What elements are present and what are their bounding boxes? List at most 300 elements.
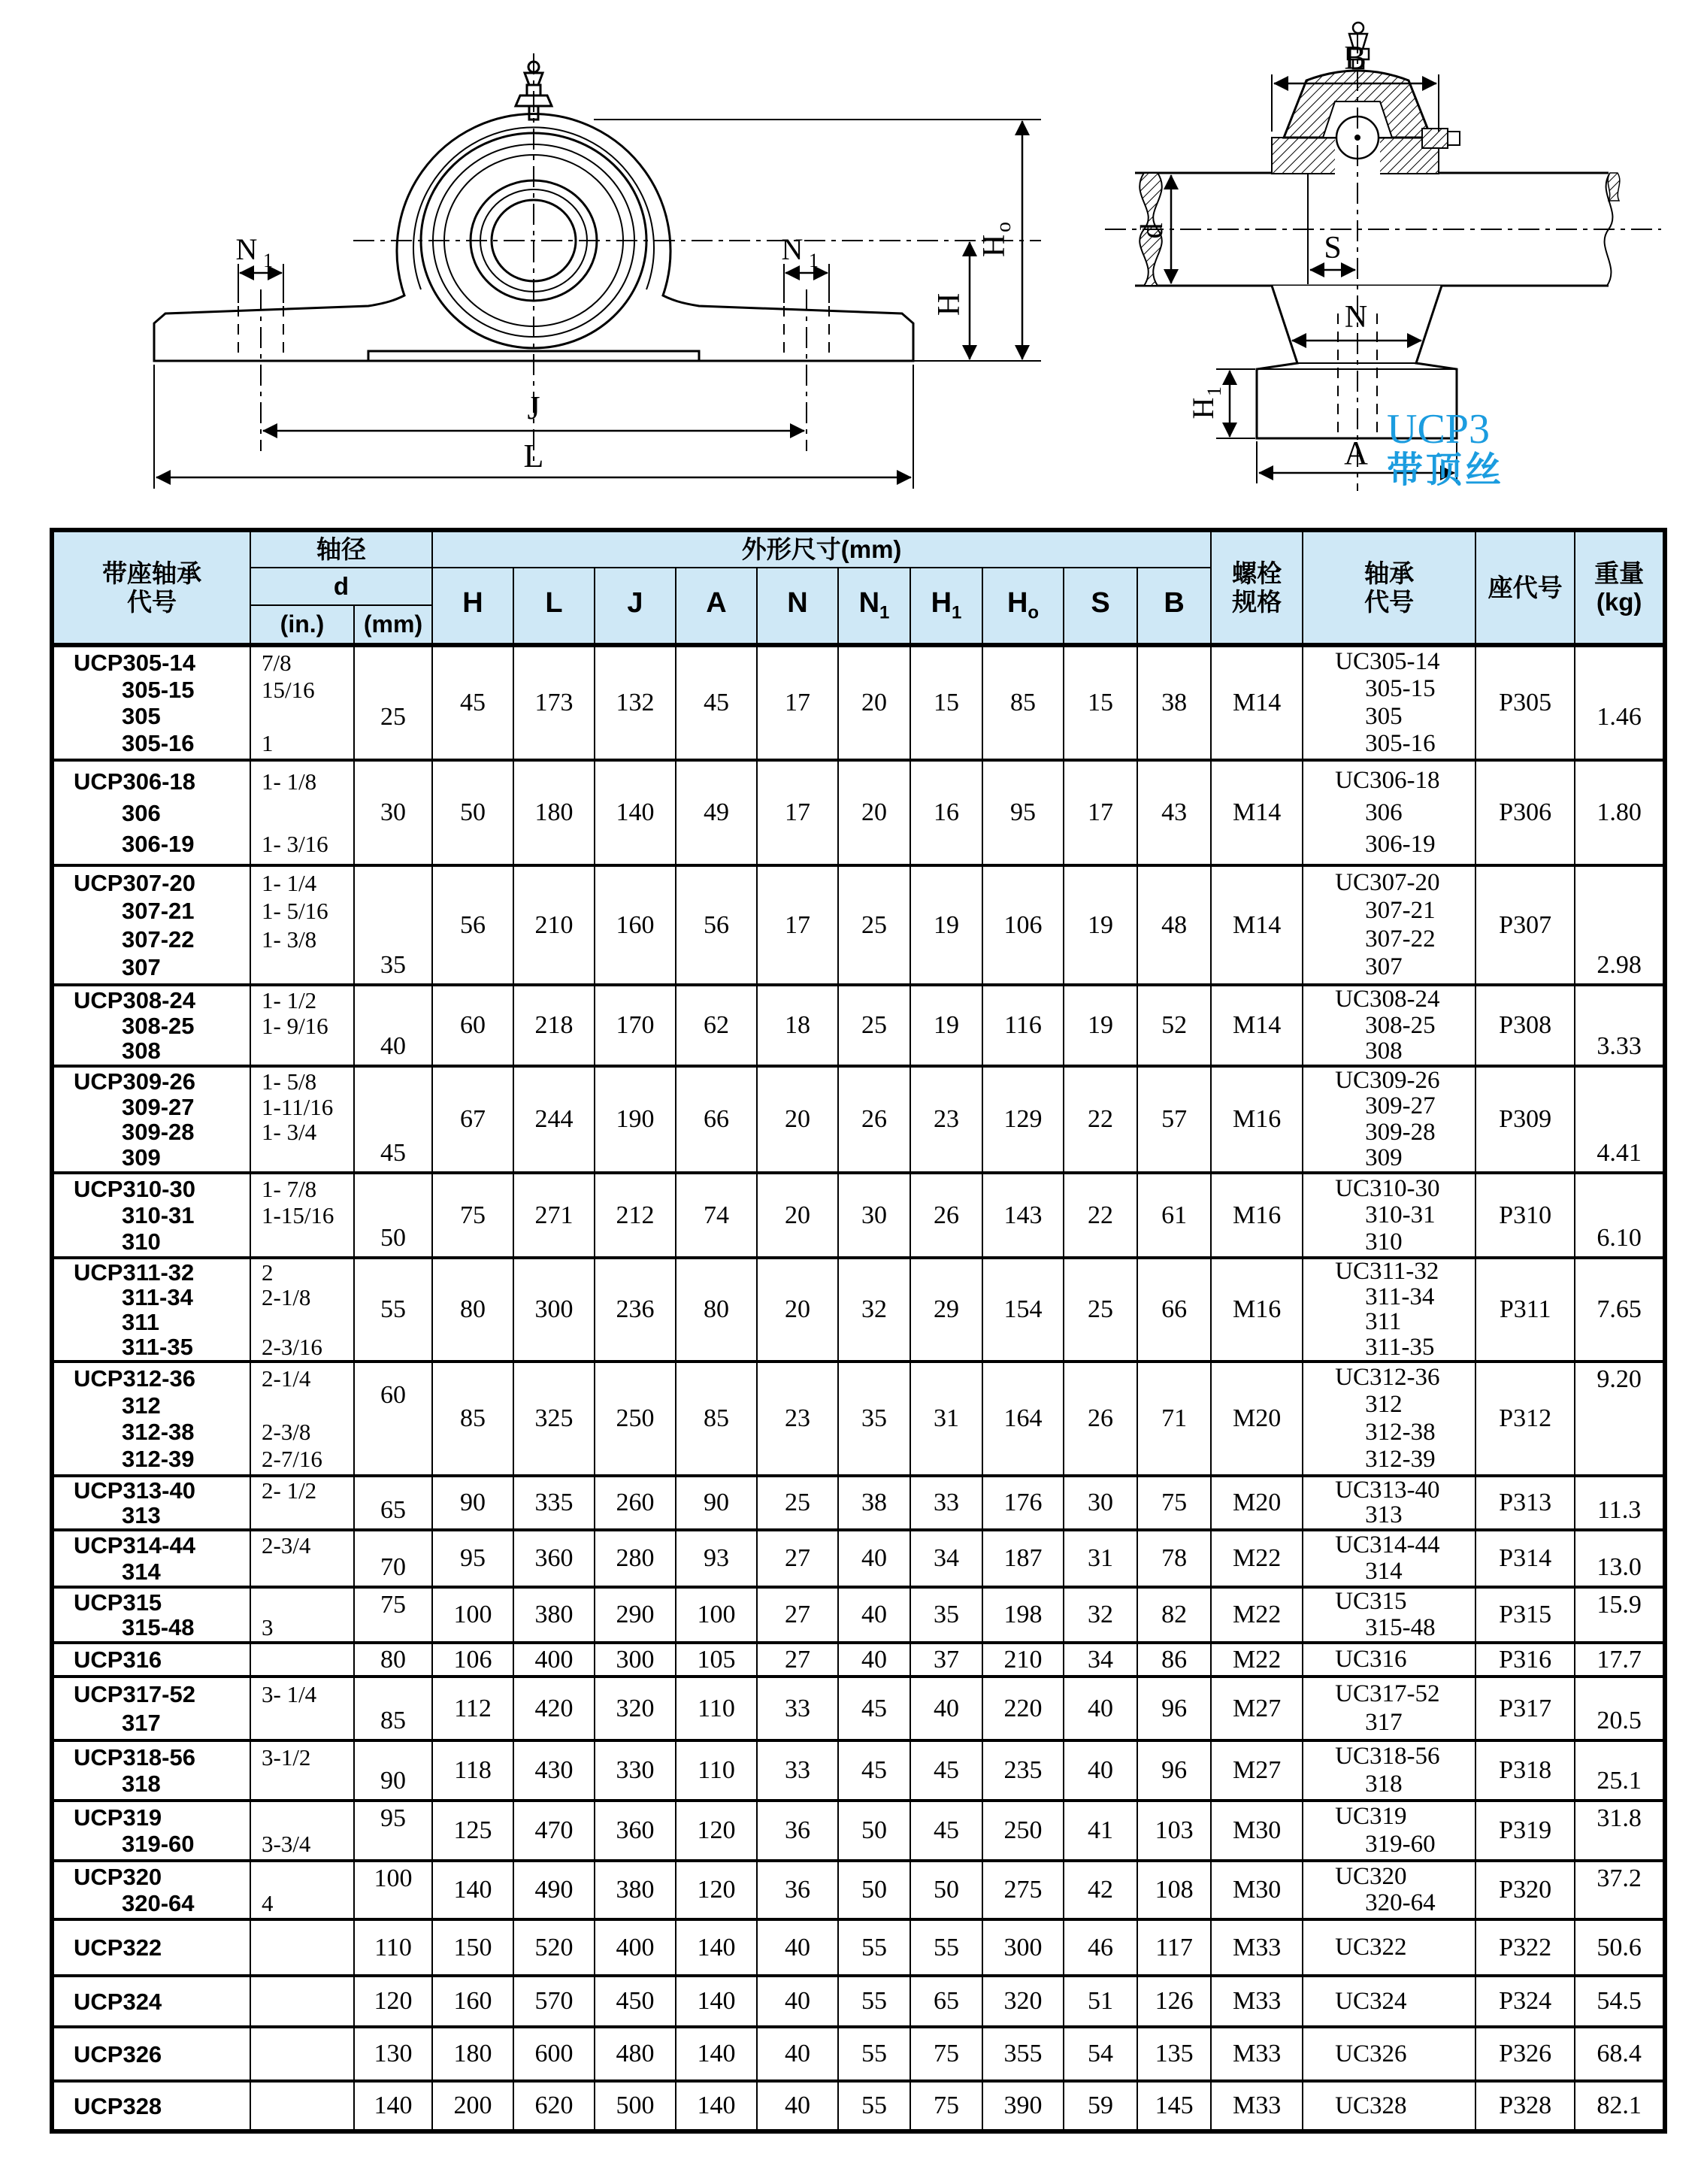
header-bearing-code: 轴承 代号 xyxy=(1303,530,1475,645)
weight-cell: 11.3 xyxy=(1575,1476,1665,1530)
header-d: d xyxy=(250,568,432,605)
header-code-line1: 带座轴承 xyxy=(102,559,201,587)
inch-cell: 7/8 15/16 1 xyxy=(250,645,354,760)
weight-cell: 17.7 xyxy=(1575,1643,1665,1677)
code-cell: UCP308-24 308-25 308 xyxy=(52,985,250,1066)
dim-cell-L: 620 xyxy=(513,2081,595,2131)
seat-cell: P322 xyxy=(1475,1919,1575,1976)
table-row xyxy=(52,1258,1665,1362)
seat-cell: P307 xyxy=(1475,865,1575,985)
table-row xyxy=(52,1861,1665,1919)
mm-cell: 25 xyxy=(354,645,432,760)
code-cell: UCP311-32 311-34 311 311-35 xyxy=(52,1258,250,1362)
seat-cell: P328 xyxy=(1475,2081,1575,2131)
inch-cell: 1- 1/8 1- 3/16 xyxy=(250,760,354,865)
inch-cell xyxy=(250,2081,354,2131)
dim-cell-N: 23 xyxy=(757,1362,838,1476)
weight-cell: 20.5 xyxy=(1575,1677,1665,1740)
code-cell: UCP326 xyxy=(52,2027,250,2081)
dim-cell-H1: 75 xyxy=(910,2081,982,2131)
header-shaft-dia: 轴径 xyxy=(250,530,432,568)
bearing-cell: UC306-18 306 306-19 xyxy=(1303,760,1475,865)
bolt-cell: M20 xyxy=(1211,1362,1303,1476)
code-cell: UCP305-14 305-15 305 305-16 xyxy=(52,645,250,760)
dim-cell-N: 27 xyxy=(757,1643,838,1677)
seat-cell: P305 xyxy=(1475,645,1575,760)
dim-cell-H1: 23 xyxy=(910,1066,982,1173)
inch-cell: 1- 7/8 1-15/16 xyxy=(250,1173,354,1258)
inch-cell: 1- 5/8 1-11/16 1- 3/4 xyxy=(250,1066,354,1173)
dim-cell-N: 17 xyxy=(757,760,838,865)
dim-cell-H1: 26 xyxy=(910,1173,982,1258)
side-view-drawing xyxy=(1082,19,1684,500)
dim-cell-S: 54 xyxy=(1064,2027,1137,2081)
dim-cell-B: 61 xyxy=(1137,1173,1211,1258)
inch-cell: 3 xyxy=(250,1587,354,1643)
table-row xyxy=(52,2081,1665,2131)
dim-cell-H1: 65 xyxy=(910,1976,982,2027)
header-mm: (mm) xyxy=(354,605,432,645)
dim-cell-H: 200 xyxy=(432,2081,513,2131)
bearing-cell: UC317-52 317 xyxy=(1303,1677,1475,1740)
label-h1: H xyxy=(1186,397,1220,420)
dim-cell-J: 320 xyxy=(595,1677,676,1740)
bearing-cell: UC308-24 308-25 308 xyxy=(1303,985,1475,1066)
mm-cell: 75 xyxy=(354,1587,432,1643)
code-cell: UCP316 xyxy=(52,1643,250,1677)
header-weight: 重量 (kg) xyxy=(1575,530,1665,645)
dim-cell-L: 180 xyxy=(513,760,595,865)
inch-cell xyxy=(250,1976,354,2027)
spec-table-header xyxy=(52,530,1665,645)
dim-cell-B: 48 xyxy=(1137,865,1211,985)
label-ho: H xyxy=(977,234,1012,258)
dim-cell-H1: 29 xyxy=(910,1258,982,1362)
bolt-cell: M30 xyxy=(1211,1861,1303,1919)
dim-cell-A: 49 xyxy=(676,760,757,865)
dim-cell-L: 490 xyxy=(513,1861,595,1919)
bolt-cell: M20 xyxy=(1211,1476,1303,1530)
dim-cell-A: 140 xyxy=(676,2027,757,2081)
seat-cell: P316 xyxy=(1475,1643,1575,1677)
dim-cell-L: 430 xyxy=(513,1740,595,1801)
series-caption-subtitle: 带顶丝 xyxy=(1387,450,1505,490)
dim-cell-H: 67 xyxy=(432,1066,513,1173)
code-cell: UCP320 320-64 xyxy=(52,1861,250,1919)
dim-cell-Ho: 176 xyxy=(982,1476,1064,1530)
dim-cell-N: 40 xyxy=(757,2081,838,2131)
table-row xyxy=(52,1643,1665,1677)
dim-cell-H: 45 xyxy=(432,645,513,760)
bearing-cell: UC316 xyxy=(1303,1643,1475,1677)
bolt-cell: M14 xyxy=(1211,645,1303,760)
weight-cell: 2.98 xyxy=(1575,865,1665,985)
table-row xyxy=(52,1476,1665,1530)
weight-cell: 50.6 xyxy=(1575,1919,1665,1976)
dim-cell-Ho: 187 xyxy=(982,1530,1064,1587)
dim-cell-H1: 37 xyxy=(910,1643,982,1677)
dim-cell-Ho: 250 xyxy=(982,1801,1064,1861)
dim-cell-Ho: 116 xyxy=(982,985,1064,1066)
dim-cell-Ho: 129 xyxy=(982,1066,1064,1173)
dim-cell-J: 170 xyxy=(595,985,676,1066)
dim-cell-S: 19 xyxy=(1064,985,1137,1066)
bolt-cell: M27 xyxy=(1211,1677,1303,1740)
label-j: J xyxy=(527,389,540,426)
dim-cell-N: 33 xyxy=(757,1677,838,1740)
dim-cell-N1: 50 xyxy=(838,1801,910,1861)
dim-cell-H1: 34 xyxy=(910,1530,982,1587)
bolt-cell: M22 xyxy=(1211,1530,1303,1587)
code-cell: UCP313-40 313 xyxy=(52,1476,250,1530)
mm-cell: 100 xyxy=(354,1861,432,1919)
dim-cell-L: 325 xyxy=(513,1362,595,1476)
dim-cell-S: 26 xyxy=(1064,1362,1137,1476)
dim-cell-H: 85 xyxy=(432,1362,513,1476)
dim-cell-B: 96 xyxy=(1137,1740,1211,1801)
label-n1-left: N xyxy=(235,232,258,266)
dim-cell-L: 470 xyxy=(513,1801,595,1861)
dim-cell-A: 100 xyxy=(676,1587,757,1643)
bolt-cell: M30 xyxy=(1211,1801,1303,1861)
code-cell: UCP328 xyxy=(52,2081,250,2131)
seat-cell: P315 xyxy=(1475,1587,1575,1643)
table-row xyxy=(52,1801,1665,1861)
dim-cell-J: 212 xyxy=(595,1173,676,1258)
dim-cell-S: 22 xyxy=(1064,1173,1137,1258)
mm-cell: 60 xyxy=(354,1362,432,1476)
dim-cell-J: 300 xyxy=(595,1643,676,1677)
dim-cell-L: 400 xyxy=(513,1643,595,1677)
dim-cell-S: 41 xyxy=(1064,1801,1137,1861)
dim-cell-J: 380 xyxy=(595,1861,676,1919)
dim-cell-Ho: 235 xyxy=(982,1740,1064,1801)
bolt-cell: M16 xyxy=(1211,1066,1303,1173)
table-row xyxy=(52,760,1665,865)
bearing-cell: UC310-30 310-31 310 xyxy=(1303,1173,1475,1258)
dim-cell-J: 290 xyxy=(595,1587,676,1643)
dim-cell-B: 66 xyxy=(1137,1258,1211,1362)
bolt-cell: M22 xyxy=(1211,1587,1303,1643)
dim-cell-H: 140 xyxy=(432,1861,513,1919)
dim-cell-B: 78 xyxy=(1137,1530,1211,1587)
bolt-cell: M16 xyxy=(1211,1258,1303,1362)
inch-cell: 3- 1/4 xyxy=(250,1677,354,1740)
seat-cell: P314 xyxy=(1475,1530,1575,1587)
dim-cell-J: 160 xyxy=(595,865,676,985)
weight-cell: 9.20 xyxy=(1575,1362,1665,1476)
code-cell: UCP307-20 307-21 307-22 307 xyxy=(52,865,250,985)
mm-cell: 65 xyxy=(354,1476,432,1530)
dim-cell-H1: 40 xyxy=(910,1677,982,1740)
label-n: N xyxy=(1344,300,1368,335)
seat-cell: P313 xyxy=(1475,1476,1575,1530)
dim-cell-A: 62 xyxy=(676,985,757,1066)
bearing-cell: UC324 xyxy=(1303,1976,1475,2027)
bolt-cell: M22 xyxy=(1211,1643,1303,1677)
label-n1-right: N xyxy=(781,232,804,266)
dim-cell-H: 50 xyxy=(432,760,513,865)
dim-cell-B: 57 xyxy=(1137,1066,1211,1173)
dim-cell-H1: 16 xyxy=(910,760,982,865)
front-view-drawing xyxy=(128,41,1075,530)
dim-cell-S: 46 xyxy=(1064,1919,1137,1976)
dim-cell-N1: 45 xyxy=(838,1740,910,1801)
bolt-cell: M33 xyxy=(1211,2027,1303,2081)
dim-cell-N: 27 xyxy=(757,1530,838,1587)
inch-cell xyxy=(250,1643,354,1677)
dim-cell-L: 420 xyxy=(513,1677,595,1740)
bearing-cell: UC328 xyxy=(1303,2081,1475,2131)
dim-cell-J: 140 xyxy=(595,760,676,865)
mm-cell: 140 xyxy=(354,2081,432,2131)
table-row xyxy=(52,1740,1665,1801)
dim-cell-B: 126 xyxy=(1137,1976,1211,2027)
dim-cell-S: 40 xyxy=(1064,1740,1137,1801)
dim-cell-N: 17 xyxy=(757,645,838,760)
dim-cell-S: 32 xyxy=(1064,1587,1137,1643)
seat-cell: P320 xyxy=(1475,1861,1575,1919)
code-cell: UCP322 xyxy=(52,1919,250,1976)
dim-cell-N: 36 xyxy=(757,1861,838,1919)
set-screw xyxy=(1422,129,1448,148)
inch-cell: 2 2-1/8 2-3/16 xyxy=(250,1258,354,1362)
dim-cell-A: 93 xyxy=(676,1530,757,1587)
table-row xyxy=(52,1066,1665,1173)
inch-cell: 1- 1/2 1- 9/16 xyxy=(250,985,354,1066)
dim-cell-H: 180 xyxy=(432,2027,513,2081)
spec-table-body xyxy=(52,645,1665,2131)
seat-cell: P317 xyxy=(1475,1677,1575,1740)
dim-cell-N1: 20 xyxy=(838,760,910,865)
dim-cell-L: 271 xyxy=(513,1173,595,1258)
dim-cell-J: 330 xyxy=(595,1740,676,1801)
dim-cell-S: 51 xyxy=(1064,1976,1137,2027)
bolt-cell: M14 xyxy=(1211,865,1303,985)
header-bolt: 螺栓 规格 xyxy=(1211,530,1303,645)
code-cell: UCP312-36 312 312-38 312-39 xyxy=(52,1362,250,1476)
dim-cell-B: 117 xyxy=(1137,1919,1211,1976)
table-row xyxy=(52,1587,1665,1643)
code-cell: UCP309-26 309-27 309-28 309 xyxy=(52,1066,250,1173)
bolt-cell: M16 xyxy=(1211,1173,1303,1258)
dim-cell-H: 100 xyxy=(432,1587,513,1643)
dim-cell-N1: 55 xyxy=(838,1976,910,2027)
dim-cell-J: 260 xyxy=(595,1476,676,1530)
dim-cell-H: 160 xyxy=(432,1976,513,2027)
header-col-A: A xyxy=(676,568,757,645)
bearing-cell: UC309-26 309-27 309-28 309 xyxy=(1303,1066,1475,1173)
dim-cell-Ho: 210 xyxy=(982,1643,1064,1677)
dim-cell-H1: 55 xyxy=(910,1919,982,1976)
dim-cell-N: 20 xyxy=(757,1066,838,1173)
mm-cell: 90 xyxy=(354,1740,432,1801)
header-col-N: N xyxy=(757,568,838,645)
mm-cell: 70 xyxy=(354,1530,432,1587)
weight-cell: 15.9 xyxy=(1575,1587,1665,1643)
bolt-cell: M14 xyxy=(1211,760,1303,865)
dim-cell-S: 40 xyxy=(1064,1677,1137,1740)
dim-cell-A: 140 xyxy=(676,1976,757,2027)
dim-cell-S: 31 xyxy=(1064,1530,1137,1587)
inch-cell: 4 xyxy=(250,1861,354,1919)
header-col-J: J xyxy=(595,568,676,645)
inch-cell xyxy=(250,2027,354,2081)
dim-cell-Ho: 220 xyxy=(982,1677,1064,1740)
dim-cell-L: 360 xyxy=(513,1530,595,1587)
dim-cell-H1: 33 xyxy=(910,1476,982,1530)
dim-cell-H: 106 xyxy=(432,1643,513,1677)
seat-cell: P306 xyxy=(1475,760,1575,865)
dim-cell-H: 90 xyxy=(432,1476,513,1530)
dim-cell-N1: 55 xyxy=(838,1919,910,1976)
dim-cell-B: 82 xyxy=(1137,1587,1211,1643)
bearing-cell: UC315 315-48 xyxy=(1303,1587,1475,1643)
series-caption xyxy=(1387,407,1504,489)
dim-cell-B: 52 xyxy=(1137,985,1211,1066)
dim-cell-B: 86 xyxy=(1137,1643,1211,1677)
dim-cell-S: 17 xyxy=(1064,760,1137,865)
dim-cell-N1: 38 xyxy=(838,1476,910,1530)
mm-cell: 35 xyxy=(354,865,432,985)
table-row xyxy=(52,1976,1665,2027)
dim-cell-S: 22 xyxy=(1064,1066,1137,1173)
dim-cell-Ho: 164 xyxy=(982,1362,1064,1476)
inch-cell: 1- 1/4 1- 5/16 1- 3/8 xyxy=(250,865,354,985)
dim-cell-A: 105 xyxy=(676,1643,757,1677)
header-col-L: L xyxy=(513,568,595,645)
dim-cell-L: 600 xyxy=(513,2027,595,2081)
seat-cell: P326 xyxy=(1475,2027,1575,2081)
weight-cell: 1.80 xyxy=(1575,760,1665,865)
dim-cell-Ho: 106 xyxy=(982,865,1064,985)
dim-cell-H: 150 xyxy=(432,1919,513,1976)
table-row xyxy=(52,985,1665,1066)
table-row xyxy=(52,1362,1665,1476)
dim-cell-A: 140 xyxy=(676,1919,757,1976)
dim-cell-B: 103 xyxy=(1137,1801,1211,1861)
inch-cell: 2-1/4 2-3/8 2-7/16 xyxy=(250,1362,354,1476)
dim-cell-J: 280 xyxy=(595,1530,676,1587)
bearing-cell: UC305-14 305-15 305 305-16 xyxy=(1303,645,1475,760)
seat-cell: P312 xyxy=(1475,1362,1575,1476)
code-cell: UCP318-56 318 xyxy=(52,1740,250,1801)
weight-cell: 13.0 xyxy=(1575,1530,1665,1587)
code-cell: UCP324 xyxy=(52,1976,250,2027)
dim-cell-B: 145 xyxy=(1137,2081,1211,2131)
header-seat-code: 座代号 xyxy=(1475,530,1575,645)
dim-cell-S: 15 xyxy=(1064,645,1137,760)
dim-cell-A: 110 xyxy=(676,1677,757,1740)
dim-cell-N1: 32 xyxy=(838,1258,910,1362)
bearing-cell: UC326 xyxy=(1303,2027,1475,2081)
header-code xyxy=(52,530,250,645)
mm-cell: 30 xyxy=(354,760,432,865)
spec-table xyxy=(50,528,1667,2134)
weight-cell: 82.1 xyxy=(1575,2081,1665,2131)
dim-cell-H1: 75 xyxy=(910,2027,982,2081)
dim-cell-J: 190 xyxy=(595,1066,676,1173)
dim-cell-N1: 25 xyxy=(838,865,910,985)
mm-cell: 120 xyxy=(354,1976,432,2027)
dim-cell-Ho: 198 xyxy=(982,1587,1064,1643)
dim-cell-A: 74 xyxy=(676,1173,757,1258)
dim-cell-H1: 45 xyxy=(910,1740,982,1801)
bearing-cell: UC312-36 312 312-38 312-39 xyxy=(1303,1362,1475,1476)
weight-cell: 6.10 xyxy=(1575,1173,1665,1258)
dim-cell-L: 300 xyxy=(513,1258,595,1362)
dim-cell-N: 17 xyxy=(757,865,838,985)
table-row xyxy=(52,1173,1665,1258)
bearing-cell: UC311-32 311-34 311 311-35 xyxy=(1303,1258,1475,1362)
dim-cell-N1: 35 xyxy=(838,1362,910,1476)
svg-text:o: o xyxy=(992,222,1015,232)
code-cell: UCP315 315-48 xyxy=(52,1587,250,1643)
table-row xyxy=(52,2027,1665,2081)
dim-cell-H: 60 xyxy=(432,985,513,1066)
dim-cell-Ho: 300 xyxy=(982,1919,1064,1976)
dim-cell-N: 40 xyxy=(757,2027,838,2081)
weight-cell: 1.46 xyxy=(1575,645,1665,760)
code-cell: UCP306-18 306 306-19 xyxy=(52,760,250,865)
code-cell: UCP310-30 310-31 310 xyxy=(52,1173,250,1258)
bearing-cell: UC320 320-64 xyxy=(1303,1861,1475,1919)
dim-cell-Ho: 320 xyxy=(982,1976,1064,2027)
dim-cell-A: 80 xyxy=(676,1258,757,1362)
weight-cell: 4.41 xyxy=(1575,1066,1665,1173)
dim-cell-Ho: 143 xyxy=(982,1173,1064,1258)
dim-cell-H: 118 xyxy=(432,1740,513,1801)
dim-cell-Ho: 390 xyxy=(982,2081,1064,2131)
label-l: L xyxy=(523,438,544,474)
header-col-S: S xyxy=(1064,568,1137,645)
mm-cell: 85 xyxy=(354,1677,432,1740)
dim-cell-A: 45 xyxy=(676,645,757,760)
seat-cell: P308 xyxy=(1475,985,1575,1066)
dim-cell-H: 112 xyxy=(432,1677,513,1740)
dim-cell-B: 96 xyxy=(1137,1677,1211,1740)
dim-cell-N1: 26 xyxy=(838,1066,910,1173)
dim-cell-L: 218 xyxy=(513,985,595,1066)
dim-cell-N: 27 xyxy=(757,1587,838,1643)
bearing-cell: UC319 319-60 xyxy=(1303,1801,1475,1861)
weight-cell: 37.2 xyxy=(1575,1861,1665,1919)
seat-cell: P319 xyxy=(1475,1801,1575,1861)
label-a: A xyxy=(1344,435,1368,471)
table-row xyxy=(52,1677,1665,1740)
dim-cell-A: 56 xyxy=(676,865,757,985)
weight-cell: 68.4 xyxy=(1575,2027,1665,2081)
label-s: S xyxy=(1324,231,1342,265)
dim-cell-L: 335 xyxy=(513,1476,595,1530)
dim-cell-N1: 20 xyxy=(838,645,910,760)
dim-cell-L: 244 xyxy=(513,1066,595,1173)
dim-cell-A: 85 xyxy=(676,1362,757,1476)
dim-cell-N: 36 xyxy=(757,1801,838,1861)
bolt-cell: M14 xyxy=(1211,985,1303,1066)
dim-cell-A: 110 xyxy=(676,1740,757,1801)
bolt-cell: M27 xyxy=(1211,1740,1303,1801)
dim-cell-H: 56 xyxy=(432,865,513,985)
dim-cell-N1: 55 xyxy=(838,2027,910,2081)
mm-cell: 95 xyxy=(354,1801,432,1861)
table-row xyxy=(52,1919,1665,1976)
dim-cell-N: 20 xyxy=(757,1173,838,1258)
dim-cell-L: 570 xyxy=(513,1976,595,2027)
dim-cell-J: 480 xyxy=(595,2027,676,2081)
dim-cell-N1: 45 xyxy=(838,1677,910,1740)
dim-cell-L: 380 xyxy=(513,1587,595,1643)
